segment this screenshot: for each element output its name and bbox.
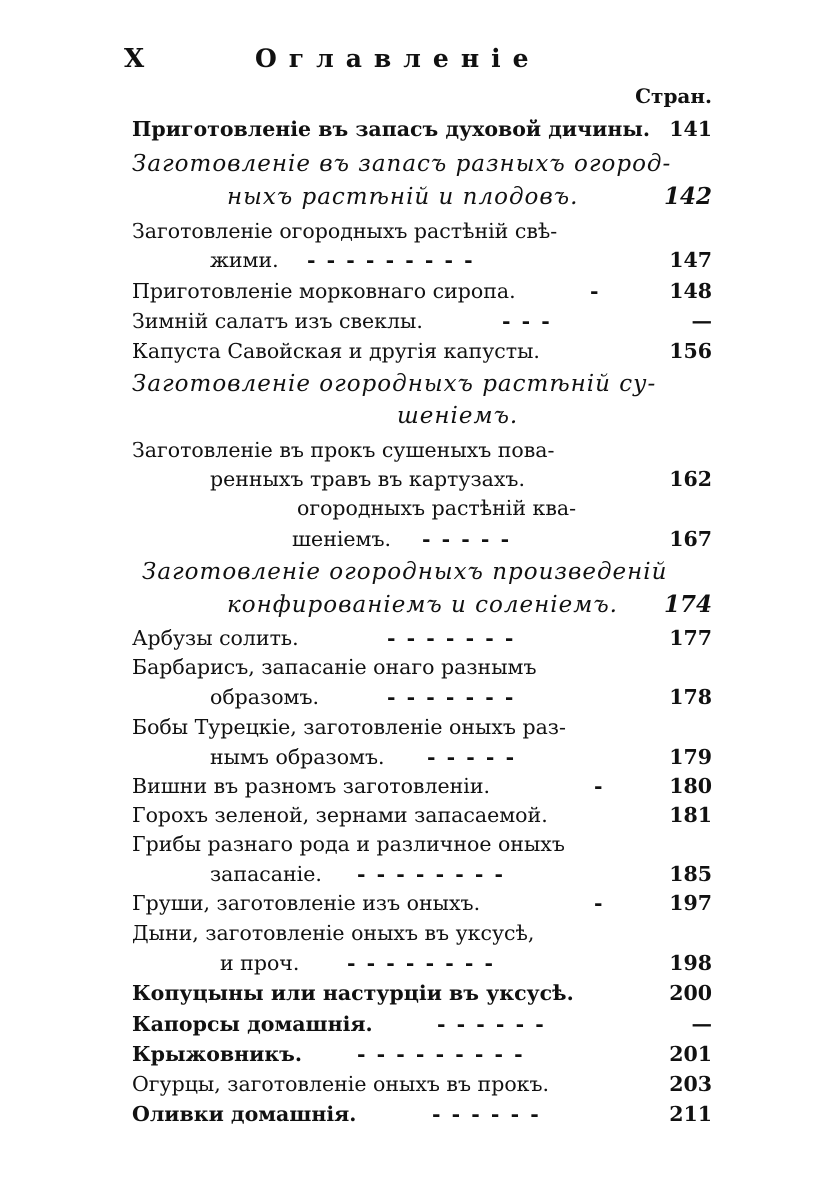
page-title: Оглавленіе [255,44,541,73]
section-heading [132,556,712,588]
entry-page: 180 [669,774,712,798]
entry-text: Дыни, заготовленіе оныхъ въ уксусѣ, [132,921,535,945]
toc-entry [132,113,712,145]
entry-page: 162 [669,467,712,491]
toc-entry [132,215,712,247]
toc-entry [132,977,712,1009]
entry-text: Копуцыны или настурціи въ уксусѣ. [132,981,574,1005]
section-heading-text: Заготовленіе въ запасъ разныхъ огород- [132,151,672,177]
dot-leader: - - - - - - - - [357,862,506,886]
entry-page: 179 [669,745,712,769]
column-label-pages: Стран. [635,84,712,108]
entry-page: 181 [669,803,712,827]
entry-text: нымъ образомъ. [210,745,385,769]
toc-entry [132,770,712,802]
entry-text: ренныхъ травъ въ картузахъ. [210,467,525,491]
entry-page: 178 [669,685,712,709]
toc-entry-continuation [132,492,712,524]
toc-entry [132,799,712,831]
toc-entry [132,887,712,919]
toc-entry-continuation [132,523,712,555]
entry-page: — [691,1012,712,1036]
entry-text: Груши, заготовленіе изъ оныхъ. [132,891,481,915]
entry-text: жими. [210,248,279,272]
entry-text: Зимній салатъ изъ свеклы. [132,309,423,333]
entry-text: Крыжовникъ. [132,1042,303,1066]
entry-page: 141 [669,117,712,141]
entry-page: 148 [669,279,712,303]
dot-leader: - - - - - [422,527,512,551]
entry-text: шеніемъ. [292,527,392,551]
dot-leader: - - - - - - - - [347,951,496,975]
dot-leader: - - - - - - [437,1012,546,1036]
dot-leader: - [594,891,605,915]
entry-text: Оливки домашнія. [132,1102,357,1126]
toc-entry [132,622,712,654]
toc-entry [132,1068,712,1100]
section-heading-text: Заготовленіе огородныхъ произведеній [142,559,668,585]
entry-text: Огурцы, заготовленіе оныхъ въ прокъ. [132,1072,550,1096]
section-heading-text: ныхъ растѣній и плодовъ. [227,184,579,210]
entry-text: образомъ. [210,685,320,709]
entry-text: Приготовленіе морковнаго сиропа. [132,279,516,303]
entry-page: 147 [669,248,712,272]
dot-leader: - - - [502,309,552,333]
toc-entry-continuation [132,741,712,773]
dot-leader: - - - - - - - - - [307,248,475,272]
entry-page: 174 [663,591,712,618]
dot-leader: - - - - - - - [387,626,516,650]
entry-page: 197 [669,891,712,915]
entry-text: огородныхъ растѣній ква- [297,496,577,520]
entry-page: 156 [669,339,712,363]
section-heading-continuation [132,400,712,432]
entry-text: Заготовленіе въ прокъ сушеныхъ пова- [132,438,555,462]
section-heading [132,368,712,400]
toc-entry-continuation [132,244,712,276]
toc-entry [132,335,712,367]
dot-leader: - - - - - - [432,1102,541,1126]
entry-text: Заготовленіе огородныхъ растѣній свѣ- [132,219,558,243]
entry-page: 198 [669,951,712,975]
entry-text: Грибы разнаго рода и различное оныхъ [132,832,565,856]
entry-text: Приготовленіе въ запасъ духовой дичины. [132,117,651,141]
entry-text: Горохъ зеленой, зернами запасаемой. [132,803,548,827]
entry-text: и проч. [220,951,300,975]
toc-entry-continuation [132,947,712,979]
dot-leader: - - - - - - - [387,685,516,709]
toc-entry [132,434,712,466]
entry-page: 142 [663,183,712,210]
toc-entry [132,305,712,337]
entry-text: Капуста Савойская и другія капусты. [132,339,540,363]
toc-entry [132,1098,712,1130]
toc-entry [132,711,712,743]
entry-page: 203 [669,1072,712,1096]
section-heading-text: конфированіемъ и соленіемъ. [227,592,618,618]
entry-page: 177 [669,626,712,650]
toc-entry [132,275,712,307]
dot-leader: - [590,279,601,303]
entry-page: 167 [669,527,712,551]
dot-leader: - - - - - [427,745,517,769]
toc-entry-continuation [132,858,712,890]
entry-page: 200 [669,981,712,1005]
entry-page: 211 [669,1102,712,1126]
section-heading [132,148,712,180]
toc-entry-continuation [132,463,712,495]
entry-text: Капорсы домашнія. [132,1012,373,1036]
entry-text: запасаніе. [210,862,322,886]
section-heading-continuation [132,589,712,621]
toc-entry [132,651,712,683]
dot-leader: - [594,774,605,798]
toc-entry [132,1038,712,1070]
section-heading-text: Заготовленіе огородныхъ растѣній су- [132,371,657,397]
page-number-roman: X [124,44,145,74]
entry-text: Вишни въ разномъ заготовленіи. [132,774,491,798]
section-heading-continuation [132,181,712,213]
section-heading-text: шеніемъ. [397,403,519,429]
toc-entry [132,917,712,949]
entry-page: 201 [669,1042,712,1066]
entry-page: — [691,309,712,333]
dot-leader: - - - - - - - - - [357,1042,525,1066]
toc-entry [132,1008,712,1040]
entry-text: Барбарисъ, запасаніе онаго разнымъ [132,655,537,679]
entry-text: Арбузы солить. [132,626,299,650]
entry-page: 185 [669,862,712,886]
entry-text: Бобы Турецкіе, заготовленіе оныхъ раз- [132,715,566,739]
toc-entry [132,828,712,860]
toc-entry-continuation [132,681,712,713]
